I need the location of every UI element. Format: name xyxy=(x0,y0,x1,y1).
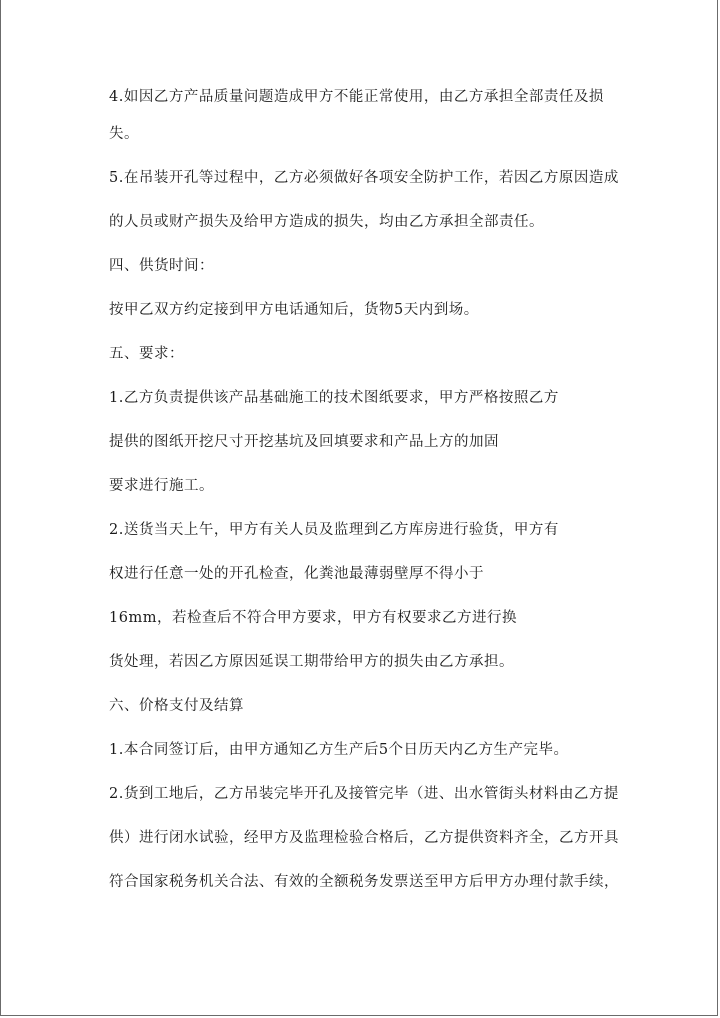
text-line: 1.乙方负责提供该产品基础施工的技术图纸要求，甲方严格按照乙方 xyxy=(109,390,559,406)
text-line: 按甲乙双方约定接到甲方电话通知后，货物5天内到场。 xyxy=(109,302,479,318)
section-heading: 六、价格支付及结算 xyxy=(109,698,244,714)
text-line: 1.本合同签订后，由甲方通知乙方生产后5个日历天内乙方生产完毕。 xyxy=(109,742,569,758)
text-line: 权进行任意一处的开孔检查，化粪池最薄弱壁厚不得小于 xyxy=(109,566,484,582)
text-line: 符合国家税务机关合法、有效的全额税务发票送至甲方后甲方办理付款手续， xyxy=(109,874,619,890)
text-line: 2.货到工地后，乙方吊装完毕开孔及接管完毕（进、出水管街头材料由乙方提 xyxy=(109,786,619,802)
section-heading: 五、要求： xyxy=(109,346,184,362)
text-line: 4.如因乙方产品质量问题造成甲方不能正常使用，由乙方承担全部责任及损 xyxy=(109,89,604,105)
text-line: 失。 xyxy=(109,126,139,142)
text-line: 2.送货当天上午，甲方有关人员及监理到乙方库房进行验货，甲方有 xyxy=(109,522,559,538)
text-line: 16mm，若检查后不符合甲方要求，甲方有权要求乙方进行换 xyxy=(109,610,517,626)
text-line: 供）进行闭水试验，经甲方及监理检验合格后，乙方提供资料齐全，乙方开具 xyxy=(109,830,619,846)
text-line: 的人员或财产损失及给甲方造成的损失，均由乙方承担全部责任。 xyxy=(109,214,544,230)
text-line: 5.在吊装开孔等过程中，乙方必须做好各项安全防护工作，若因乙方原因造成 xyxy=(109,170,619,186)
section-heading: 四、供货时间： xyxy=(109,258,214,274)
text-line: 提供的图纸开挖尺寸开挖基坑及回填要求和产品上方的加固 xyxy=(109,434,499,450)
text-line: 货处理，若因乙方原因延误工期带给甲方的损失由乙方承担。 xyxy=(109,654,514,670)
text-line: 要求进行施工。 xyxy=(109,478,214,494)
